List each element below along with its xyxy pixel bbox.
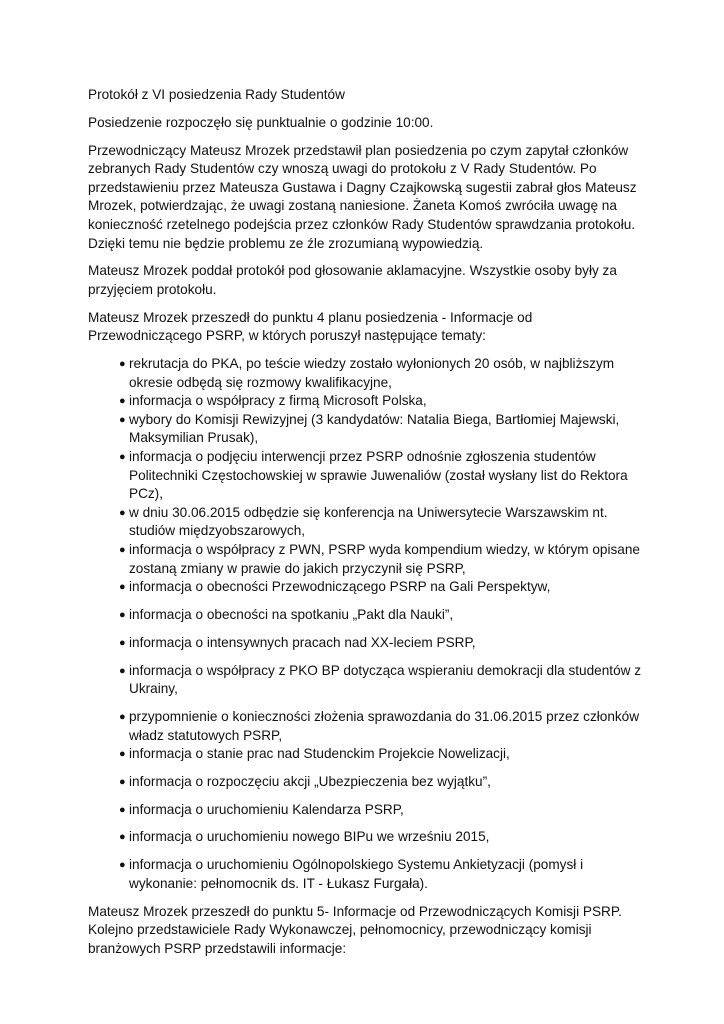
list-item-text: informacja o rozpoczęciu akcji „Ubezpieczenia bez wyjątku”, [129, 773, 491, 789]
paragraph-opening-time: Posiedzenie rozpoczęło się punktualnie o godzinie 10:00. [88, 114, 434, 130]
list-item-text: w dniu 30.06.2015 odbędzie się konferencja na Uniwersytecie Warszawskim nt. studiów międzyobszarowych, [129, 504, 608, 539]
paragraph-point-4: Mateusz Mrozek przeszedł do punktu 4 planu posiedzenia - Informacje od Przewodniczącego PSRP, w których poruszył następujące tematy: [88, 309, 533, 344]
list-item [88, 504, 648, 541]
list-item-text: informacja o współpracy z firmą Microsoft Polska, [129, 393, 427, 409]
topics-list [88, 355, 648, 893]
list-item-text: wybory do Komisji Rewizyjnej (3 kandydatów: Natalia Biega, Bartłomiej Majewski, Maksymilian Prusak), [129, 411, 620, 446]
bullet-icon: ● [119, 710, 126, 723]
list-item-text: informacja o uruchomieniu nowego BIPu we wrześniu 2015, [129, 829, 490, 845]
list-item [88, 606, 648, 625]
bullet-icon: ● [119, 608, 126, 621]
document-page [88, 86, 648, 968]
list-item [88, 634, 648, 653]
list-item [88, 448, 648, 504]
list-item [88, 856, 648, 893]
list-item [88, 541, 648, 578]
paragraph-vote: Mateusz Mrozek poddał protokół pod głosowanie aklamacyjne. Wszystkie osoby były za przyjęciem protokołu. [88, 263, 617, 297]
bullet-icon: ● [119, 831, 126, 844]
list-item [88, 801, 648, 820]
bullet-icon: ● [119, 581, 126, 594]
bullet-icon: ● [119, 358, 126, 371]
list-item-text: rekrutacja do PKA, po teście wiedzy zostało wyłonionych 20 osób, w najbliższym okresie odbędą się rozmowy kwalifikacyjne, [129, 356, 615, 390]
list-item-text: informacja o uruchomieniu Kalendarza PSRP, [129, 801, 404, 817]
list-item [88, 578, 648, 597]
bullet-icon: ● [119, 544, 126, 556]
list-item-text: informacja o uruchomieniu Ogólnopolskiego Systemu Ankietyzacji (pomysł i wykonanie: pełnomocnik ds. IT - Łukasz Furgała). [129, 857, 584, 891]
list-item [88, 773, 648, 792]
bullet-icon: ● [119, 664, 126, 677]
list-item [88, 745, 648, 764]
bullet-icon: ● [119, 395, 126, 408]
bullet-icon: ● [119, 451, 126, 464]
paragraph-point-5: Mateusz Mrozek przeszedł do punktu 5- Informacje od Przewodniczących Komisji PSRP. Kolejno przedstawiciele Rady Wykonawczej, pełnomocnicy, przewodniczący komisji branżowych PSRP przedstawili informacje: [88, 903, 622, 956]
bullet-icon: ● [119, 859, 126, 872]
bullet-icon: ● [119, 506, 126, 519]
bullet-icon: ● [119, 413, 126, 426]
list-item [88, 828, 648, 847]
list-item-text: informacja o obecności Przewodniczącego PSRP na Gali Perspektyw, [129, 579, 551, 595]
list-item-text: informacja o współpracy z PWN, PSRP wyda kompendium wiedzy, w którym opisane zostaną zmiany w prawie do jakich przyczynił się PSRP, [129, 542, 640, 576]
paragraph-protocol-remarks: Przewodniczący Mateusz Mrozek przedstawił plan posiedzenia po czym zapytał członków zebranych Rady Studentów czy wnoszą uwagi do protokołu z V Rady Studentów. Po przedstawieniu przez Mateusza Gustawa i Dagny Czajkowską sugestii zabrał głos Mateusz Mrozek, potwierdzając, że uwagi zostaną naniesione. Żaneta Komoś zwróciła uwagę na konieczność rzetelnego podejścia przez członków Rady Studentów sprawdzania protokołu. Dzięki temu nie będzie problemu ze źle zrozumianą wypowiedzią. [88, 142, 637, 251]
list-item-text: informacja o podjęciu interwencji przez PSRP odnośnie zgłoszenia studentów Politechniki Częstochowskiej w sprawie Juwenaliów (został wysłany list do Rektora PCz), [129, 449, 628, 502]
list-item [88, 662, 648, 699]
bullet-icon: ● [119, 775, 126, 788]
list-item [88, 411, 648, 448]
list-item [88, 708, 648, 745]
list-item-text: przypomnienie o konieczności złożenia sprawozdania do 31.06.2015 przez członków władz statutowych PSRP, [129, 708, 640, 743]
bullet-icon: ● [119, 636, 126, 649]
bullet-icon: ● [119, 748, 126, 761]
document-title: Protokół z VI posiedzenia Rady Studentów [88, 87, 345, 102]
list-item-text: informacja o obecności na spotkaniu „Pakt dla Nauki”, [129, 606, 454, 622]
list-item-text: informacja o intensywnych pracach nad XX-leciem PSRP, [129, 634, 476, 650]
list-item-text: informacja o stanie prac nad Studenckim Projekcie Nowelizacji, [129, 746, 510, 762]
list-item [88, 355, 648, 392]
list-item-text: informacja o współpracy z PKO BP dotycząca wspieraniu demokracji dla studentów z Ukrainy, [129, 662, 642, 697]
bullet-icon: ● [119, 803, 126, 816]
list-item [88, 392, 648, 411]
